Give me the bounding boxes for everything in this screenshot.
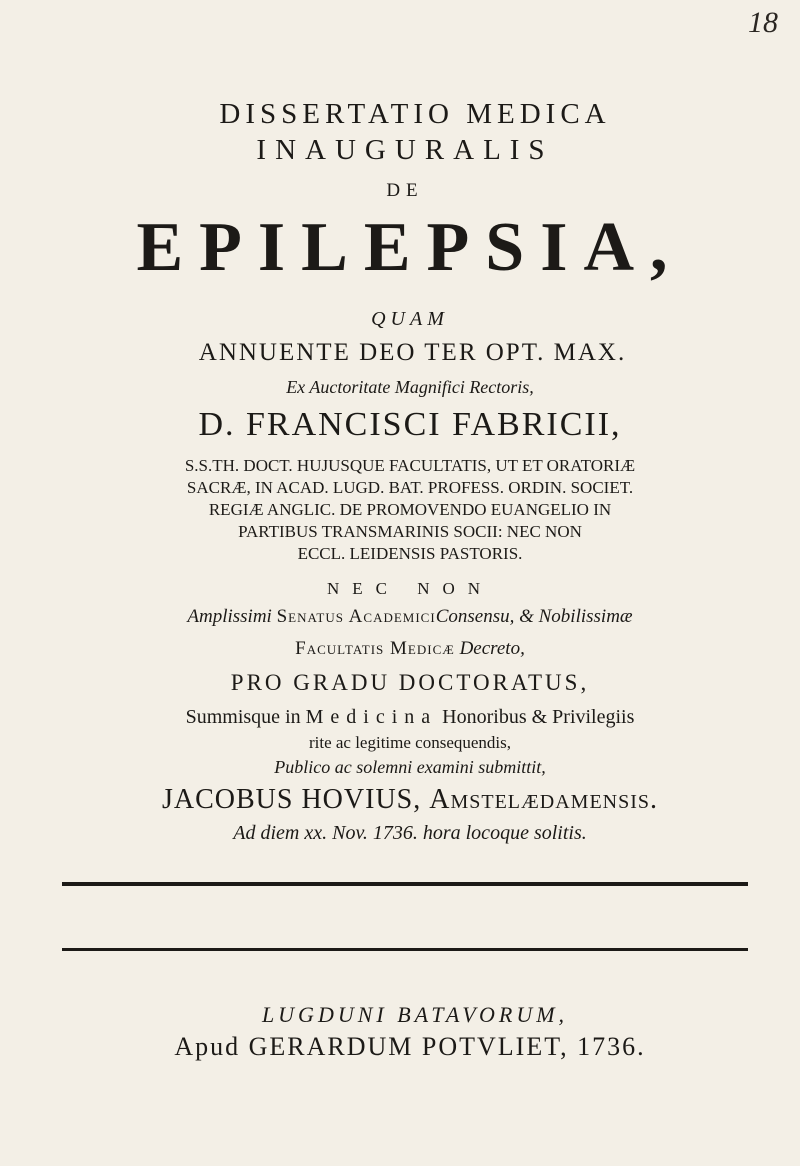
honours-pre: Summisque in xyxy=(185,706,301,728)
rector-title-line: SACRÆ, IN ACAD. LUGD. BAT. PROFESS. ORDIN. SOCIET. xyxy=(186,478,634,497)
senate-consensu: Consensu, xyxy=(435,606,515,627)
rector-title-line: PARTIBUS TRANSMARINIS SOCII: NEC NON xyxy=(238,522,582,541)
imprint-printer: Apud GERARDUM POTVLIET, 1736. xyxy=(174,1032,646,1061)
dissertation-heading: DISSERTATIO MEDICA xyxy=(219,98,611,130)
folio-number: 18 xyxy=(748,6,778,39)
faculty-line xyxy=(0,638,800,660)
candidate-origin: Amstelædamensis. xyxy=(429,784,659,815)
invocation-line: ANNUENTE DEO TER OPT. MAX. xyxy=(198,339,627,366)
senate-line xyxy=(0,606,800,628)
subject-title: EPILEPSIA, xyxy=(136,209,684,286)
quam-line: QUAM xyxy=(371,308,449,330)
divider-rule xyxy=(62,948,748,951)
rector-title-line: ECCL. LEIDENSIS PASTORIS. xyxy=(297,544,523,563)
rector-title-line: S.S.TH. DOCT. HUJUSQUE FACULTATIS, UT ET ORATORIÆ xyxy=(184,456,636,475)
nec-non-line: NEC NON xyxy=(326,579,494,598)
honours-line xyxy=(0,706,800,729)
divider-rule xyxy=(62,882,748,886)
ampersand: & xyxy=(519,606,534,627)
degree-line: PRO GRADU DOCTORATUS, xyxy=(230,670,590,695)
date-line: Ad diem xx. Nov. 1736. hora locoque solitis. xyxy=(233,822,587,844)
rector-name: D. FRANCISCI FABRICII, xyxy=(198,406,622,443)
senate-prefix: Amplissimi xyxy=(187,606,272,627)
honours-post: Honoribus & Privilegiis xyxy=(442,706,635,728)
faculty-name: Facultatis Medicæ xyxy=(295,638,455,659)
candidate-line xyxy=(0,784,800,816)
medicina-word: Medicina xyxy=(305,706,438,728)
publico-line-visible: Publico ac solemni examini submittit, xyxy=(274,757,546,777)
imprint-place: LUGDUNI BATAVORUM, xyxy=(261,1002,569,1027)
faculty-decreto: Decreto, xyxy=(459,638,525,659)
candidate-name: JACOBUS HOVIUS, xyxy=(161,784,422,815)
inauguralis-heading: INAUGURALIS xyxy=(256,134,554,166)
authority-line: Ex Auctoritate Magnifici Rectoris, xyxy=(286,377,534,397)
rite-line: rite ac legitime consequendis, xyxy=(308,733,512,752)
de-heading: DE xyxy=(386,180,424,201)
senate-word: Senatus Academici xyxy=(276,606,436,627)
rector-title-line: REGIÆ ANGLIC. DE PROMOVENDO EUANGELIO IN xyxy=(208,500,612,519)
senate-nobilissimae: Nobilissimæ xyxy=(538,606,633,627)
